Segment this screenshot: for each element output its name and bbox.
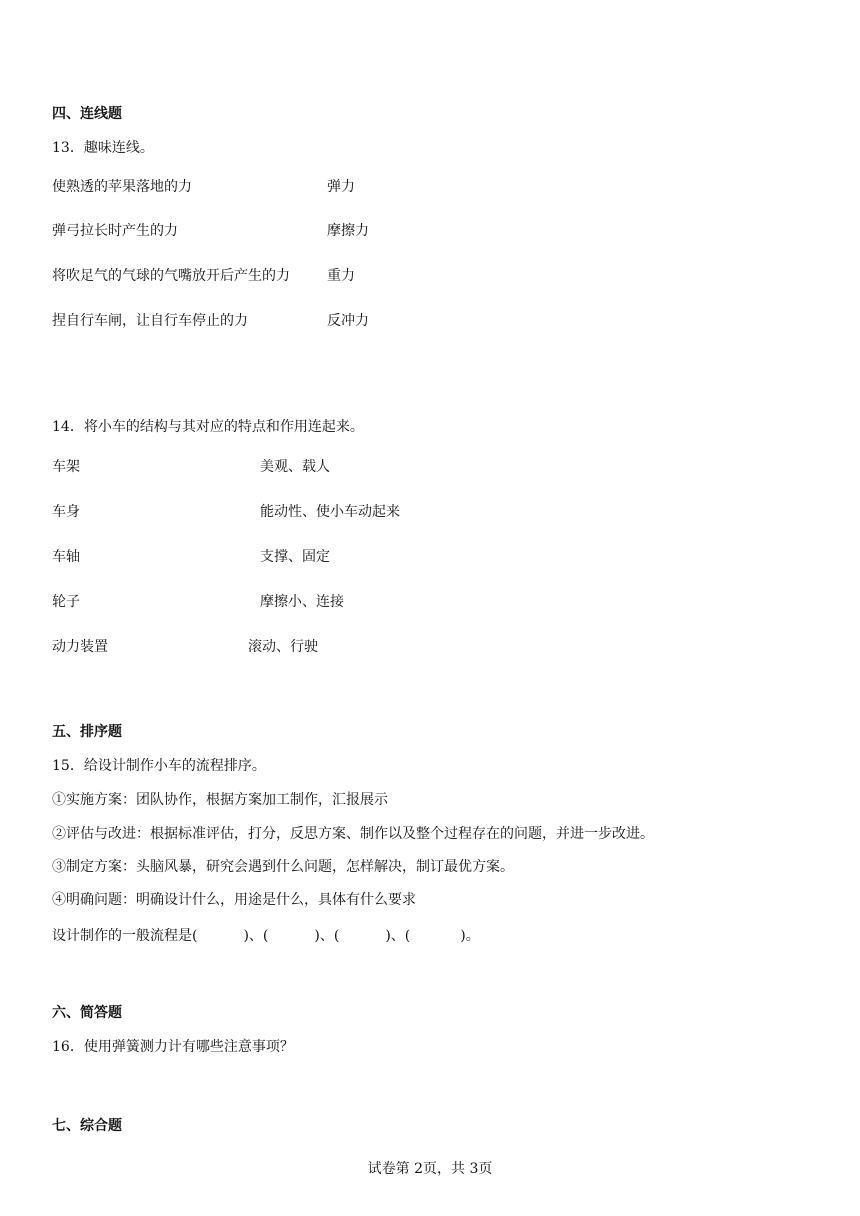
q14-right-item: 能动性、使小车动起来 [260,504,400,520]
q14-left-item: 车架 [52,459,80,475]
q13-right-item: 弹力 [327,179,355,195]
q14-right-item: 摩擦小、连接 [260,594,344,610]
q14-right-item: 支撑、固定 [260,549,330,565]
q15-answer-separator: )、( [243,928,269,944]
q13-right-item: 摩擦力 [327,223,369,239]
question-16-prompt: 16．使用弹簧测力计有哪些注意事项？ [52,1039,294,1055]
q15-option: ②评估与改进：根据标准评估，打分，反思方案、制作以及整个过程存在的问题，并进一步改进。 [52,826,654,842]
section-heading-matching: 四、连线题 [52,106,122,122]
q14-left-item: 车轴 [52,549,80,565]
q15-answer-separator: )、( [314,928,340,944]
q14-right-item: 滚动、行驶 [248,639,318,655]
q13-left-item: 使熟透的苹果落地的力 [52,179,192,195]
page-footer: 试卷第 2页，共 3页 [367,1161,493,1177]
q15-option: ④明确问题：明确设计什么，用途是什么，具体有什么要求 [52,892,416,908]
section-heading-ordering: 五、排序题 [52,724,122,740]
section-heading-short-answer: 六、简答题 [52,1005,122,1021]
q14-left-item: 动力装置 [52,639,108,655]
q13-left-item: 捏自行车闸，让自行车停止的力 [52,313,248,329]
q13-left-item: 将吹足气的气球的气嘴放开后产生的力 [52,268,290,284]
question-13-prompt: 13．趣味连线。 [52,140,154,156]
q15-answer-prefix: 设计制作的一般流程是( [52,928,198,944]
q14-left-item: 车身 [52,504,80,520]
question-14-prompt: 14．将小车的结构与其对应的特点和作用连起来。 [52,419,364,435]
question-15-prompt: 15．给设计制作小车的流程排序。 [52,758,266,774]
q15-option: ①实施方案：团队协作，根据方案加工制作，汇报展示 [52,792,388,808]
q13-right-item: 反冲力 [327,313,369,329]
section-heading-comprehensive: 七、综合题 [52,1118,122,1134]
q15-answer-line [52,926,480,946]
q13-left-item: 弹弓拉长时产生的力 [52,223,178,239]
q15-answer-suffix: )。 [460,928,480,944]
q14-left-item: 轮子 [52,594,80,610]
q15-answer-separator: )、( [385,928,411,944]
q15-option: ③制定方案：头脑风暴，研究会遇到什么问题，怎样解决，制订最优方案。 [52,859,514,875]
q14-right-item: 美观、载人 [260,459,330,475]
q13-right-item: 重力 [327,268,355,284]
